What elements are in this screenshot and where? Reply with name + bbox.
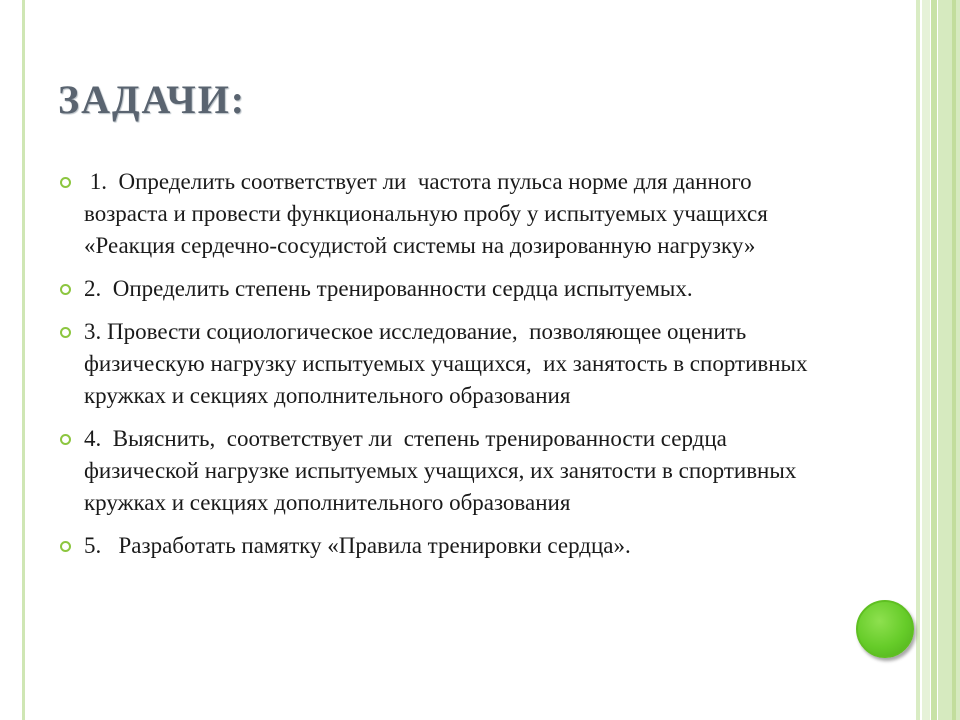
list-item [60, 530, 830, 562]
left-frame-line [22, 0, 25, 720]
list-item [60, 316, 830, 412]
task-list [60, 166, 830, 573]
list-item [60, 273, 830, 305]
right-stripe [922, 0, 930, 720]
circle-bullet-icon [60, 541, 71, 552]
circle-bullet-icon [60, 327, 71, 338]
right-stripe [916, 0, 920, 720]
right-stripe [952, 0, 956, 720]
list-item-text: 3. Провести социологическое исследование, позволяющее оценить физическую нагрузку испытуемых учащихся, их занятость в спортивных кружках и секциях дополнительного образования [84, 319, 814, 408]
right-stripe [938, 0, 960, 720]
slide-title: ЗАДАЧИ: [58, 77, 247, 122]
list-item [60, 423, 830, 519]
list-item-text: 5. Разработать памятку «Правила тренировки сердца». [84, 533, 631, 558]
list-item-text: 2. Определить степень тренированности сердца испытуемых. [84, 276, 693, 301]
circle-bullet-icon [60, 434, 71, 445]
list-item-text: 1. Определить соответствует ли частота пульса норме для данного возраста и провести функциональную пробу у испытуемых учащихся «Реакция сердечно-сосудистой системы на дозированную нагрузку» [84, 169, 774, 258]
right-stripe [931, 0, 937, 720]
list-item-text: 4. Выяснить, соответствует ли степень тренированности сердца физической нагрузке испытуемых учащихся, их занятости в спортивных кружках и секциях дополнительного образования [84, 426, 803, 515]
circle-bullet-icon [60, 177, 71, 188]
list-item [60, 166, 830, 262]
circle-bullet-icon [60, 284, 71, 295]
green-circle-icon [856, 600, 914, 658]
